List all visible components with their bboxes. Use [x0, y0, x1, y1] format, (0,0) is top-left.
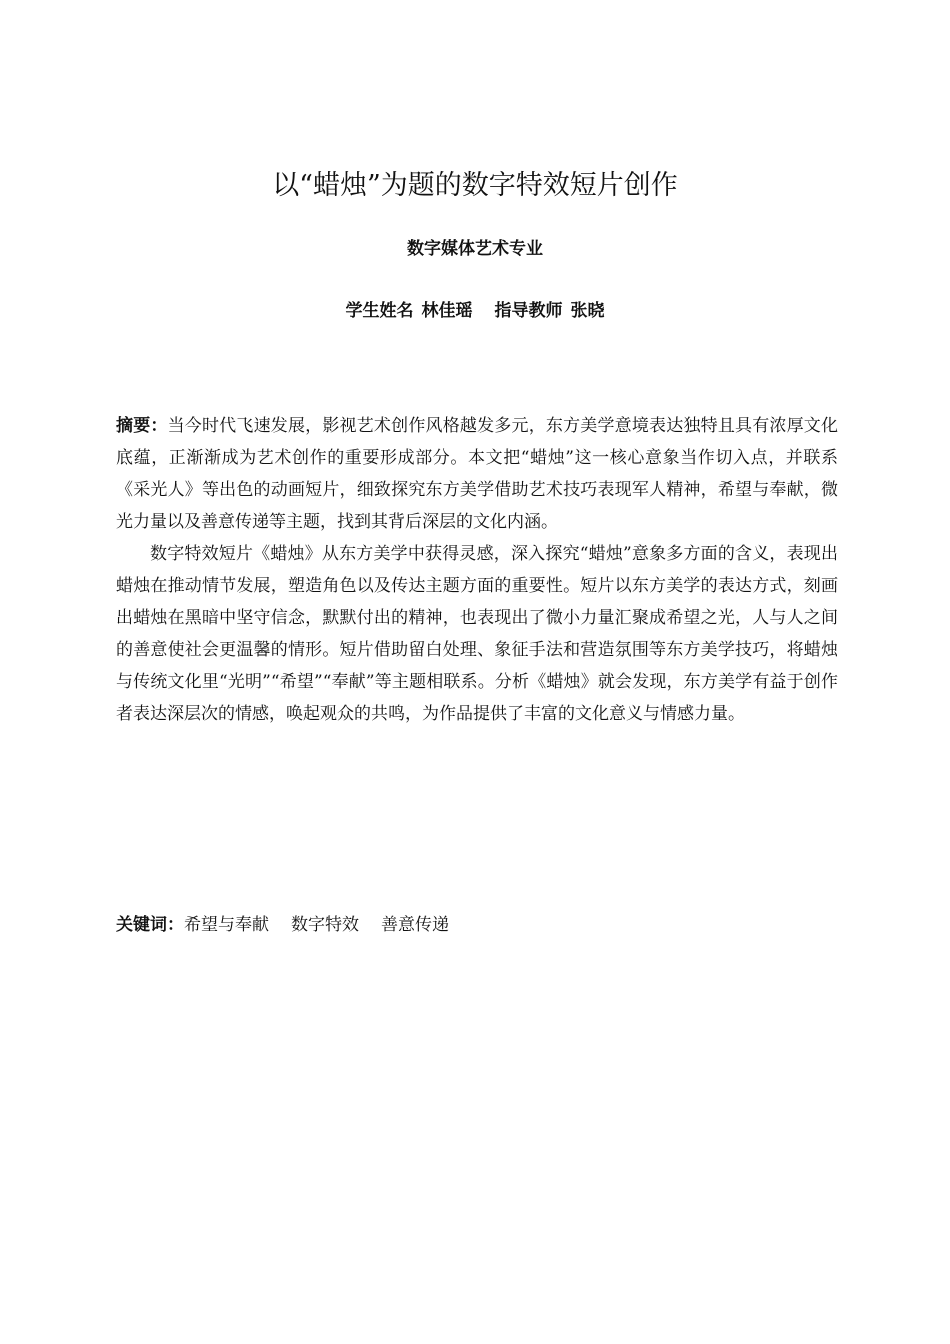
keyword-item: 希望与奉献 — [184, 915, 269, 935]
abstract-text-1: 当今时代飞速发展，影视艺术创作风格越发多元，东方美学意境表达独特且具有浓厚文化底蕴，正渐渐成为艺术创作的重要形成部分。本文把“蜡烛”这一核心意象当作切入点，并联系《采光人》等出色的动画短片，细致探究东方美学借助艺术技巧表现军人精神，希望与奉献，微光力量以及善意传递等主题，找到其背后深层的文化内涵。 — [116, 416, 839, 532]
abstract-paragraph-2: 数字特效短片《蜡烛》从东方美学中获得灵感，深入探究“蜡烛”意象多方面的含义，表现出蜡烛在推动情节发展，塑造角色以及传达主题方面的重要性。短片以东方美学的表达方式，刻画出蜡烛在黑暗中坚守信念，默默付出的精神，也表现出了微小力量汇聚成希望之光，人与人之间的善意使社会更温馨的情形。短片借助留白处理、象征手法和营造氛围等东方美学技巧，将蜡烛与传统文化里“光明”“希望”“奉献”等主题相联系。分析《蜡烛》就会发现，东方美学有益于创作者表达深层次的情感，唤起观众的共鸣，为作品提供了丰富的文化意义与情感力量。 — [116, 544, 838, 724]
advisor-name: 张晓 — [570, 301, 605, 321]
paper-title: 以“蜡烛”为题的数字特效短片创作 — [272, 170, 678, 201]
student-label: 学生姓名 — [345, 301, 414, 321]
abstract-section — [116, 410, 838, 730]
keyword-item: 善意传递 — [381, 915, 449, 935]
student-name: 林佳瑶 — [421, 301, 473, 321]
keywords-label: 关键词： — [116, 915, 184, 935]
author-line — [0, 298, 950, 324]
major-line: 数字媒体艺术专业 — [407, 239, 543, 259]
keywords-section — [116, 910, 838, 940]
abstract-label: 摘要： — [116, 416, 168, 436]
keyword-item: 数字特效 — [291, 915, 359, 935]
advisor-label: 指导教师 — [494, 301, 563, 321]
abstract-paragraph-1 — [116, 410, 838, 538]
